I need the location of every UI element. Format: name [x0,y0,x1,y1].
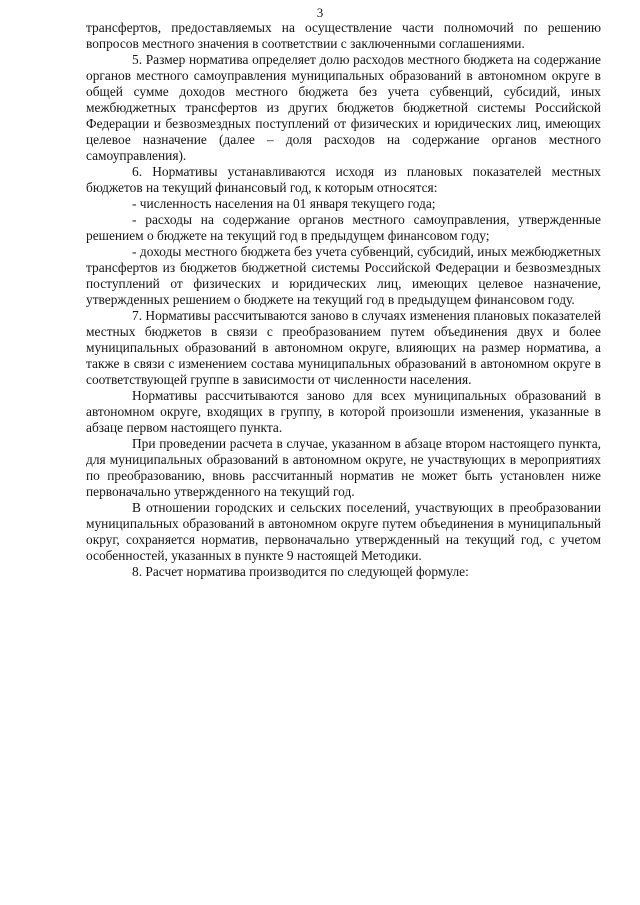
list-item-revenues: - доходы местного бюджета без учета субвенций, субсидий, иных межбюджетных трансфертов из бюджетов бюджетной системы Российской Федерации и безвозмездных поступлений от физических и юридических лиц, имеющих целевое назначение, утвержденных решением о бюджете на текущий год в предыдущем финансовом году. [86,244,601,307]
paragraph-settlements: В отношении городских и сельских поселений, участвующих в преобразовании муниципальных образований в автономном округе путем объединения в муниципальный округ, сохраняется норматив, первоначально утвержденный на текущий год, с учетом особенностей, указанных в пункте 9 настоящей Методики. [86,500,601,563]
paragraph-item-8: 8. Расчет норматива производится по следующей формуле: [132,564,469,579]
document-body [86,20,601,580]
paragraph-item-6: 6. Нормативы устанавливаются исходя из плановых показателей местных бюджетов на текущий финансовый год, к которым относятся: [86,164,601,195]
page-number: 3 [316,5,324,20]
list-item-population: - численность населения на 01 января текущего года; [132,196,436,211]
paragraph-continuation: трансфертов, предоставляемых на осуществление части полномочий по решению вопросов местного значения в соответствии с заключенными соглашениями. [86,20,601,51]
paragraph-item-7: 7. Нормативы рассчитываются заново в случаях изменения плановых показателей местных бюджетов в связи с преобразованием путем объединения двух и более муниципальных образований в автономном округе, влияющих на размер норматива, а также в связи с изменением состава муниципальных образований в автономном округе в соответствующей группе в зависимости от численности населения. [86,308,601,387]
paragraph-item-5: 5. Размер норматива определяет долю расходов местного бюджета на содержание органов местного самоуправления муниципальных образований в автономном округе в общей сумме доходов местного бюджета без учета субвенций, субсидий, иных межбюджетных трансфертов из других бюджетов бюджетной системы Российской Федерации и безвозмездных поступлений от физических и юридических лиц, имеющих целевое назначение (далее – доля расходов на содержание органов местного самоуправления). [86,52,601,163]
list-item-expenses: - расходы на содержание органов местного самоуправления, утвержденные решением о бюджете на текущий год в предыдущем финансовом году; [86,212,601,243]
paragraph-recalculation: Нормативы рассчитываются заново для всех муниципальных образований в автономном округе, входящих в группу, в которой произошли изменения, указанные в абзаце первом настоящего пункта. [86,388,601,435]
paragraph-calculation-case: При проведении расчета в случае, указанном в абзаце втором настоящего пункта, для муниципальных образований в автономном округе, не участвующих в мероприятиях по преобразованию, вновь рассчитанный норматив не может быть установлен ниже первоначально утвержденного на текущий год. [86,436,601,499]
